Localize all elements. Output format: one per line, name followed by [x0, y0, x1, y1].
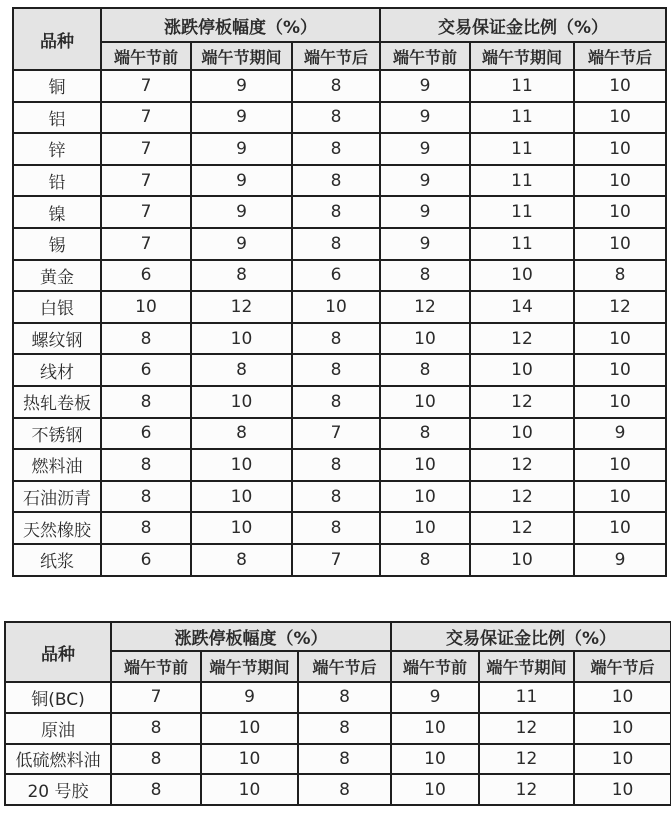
value-cell: 7 — [111, 682, 201, 713]
value-cell: 6 — [101, 544, 191, 576]
value-cell: 11 — [470, 102, 574, 134]
value-cell: 8 — [292, 196, 380, 228]
table-row — [13, 481, 666, 513]
variety-column-header: 品种 — [13, 8, 101, 70]
futures-limits-table-1 — [12, 7, 667, 577]
value-cell: 8 — [292, 354, 380, 386]
table-row — [13, 133, 666, 165]
value-cell: 10 — [380, 481, 470, 513]
value-cell: 12 — [479, 713, 574, 744]
value-cell: 8 — [101, 386, 191, 418]
value-cell: 9 — [380, 196, 470, 228]
value-cell: 8 — [292, 386, 380, 418]
value-cell: 8 — [101, 512, 191, 544]
value-cell: 8 — [101, 323, 191, 355]
variety-cell: 黄金 — [13, 260, 101, 292]
variety-cell: 不锈钢 — [13, 418, 101, 450]
value-cell: 9 — [191, 70, 292, 102]
table-row — [13, 323, 666, 355]
table-row — [13, 70, 666, 102]
value-cell: 9 — [574, 544, 666, 576]
value-cell: 12 — [191, 291, 292, 323]
value-cell: 10 — [191, 449, 292, 481]
value-cell: 12 — [380, 291, 470, 323]
value-cell: 10 — [470, 354, 574, 386]
table-row — [5, 774, 671, 805]
value-cell: 10 — [380, 512, 470, 544]
value-cell: 12 — [470, 386, 574, 418]
value-cell: 8 — [298, 682, 391, 713]
period-subheader: 端午节后 — [292, 42, 380, 70]
value-cell: 10 — [292, 291, 380, 323]
value-cell: 10 — [191, 323, 292, 355]
variety-cell: 石油沥青 — [13, 481, 101, 513]
value-cell: 10 — [574, 323, 666, 355]
value-cell: 10 — [191, 481, 292, 513]
value-cell: 9 — [191, 165, 292, 197]
period-subheader: 端午节前 — [391, 651, 479, 682]
period-subheader: 端午节期间 — [470, 42, 574, 70]
value-cell: 10 — [574, 354, 666, 386]
table-row — [5, 713, 671, 744]
value-cell: 10 — [574, 133, 666, 165]
value-cell: 7 — [101, 102, 191, 134]
value-cell: 10 — [191, 512, 292, 544]
value-cell: 7 — [101, 196, 191, 228]
value-cell: 12 — [470, 323, 574, 355]
value-cell: 8 — [292, 228, 380, 260]
variety-cell: 铝 — [13, 102, 101, 134]
variety-cell: 纸浆 — [13, 544, 101, 576]
value-cell: 9 — [380, 70, 470, 102]
value-cell: 9 — [191, 133, 292, 165]
value-cell: 8 — [191, 418, 292, 450]
value-cell: 8 — [191, 354, 292, 386]
value-cell: 11 — [479, 682, 574, 713]
value-cell: 8 — [191, 260, 292, 292]
period-subheader: 端午节后 — [574, 651, 671, 682]
value-cell: 10 — [391, 774, 479, 805]
value-cell: 10 — [201, 713, 298, 744]
table-row — [13, 449, 666, 481]
table-row — [13, 102, 666, 134]
value-cell: 9 — [191, 228, 292, 260]
value-cell: 9 — [380, 228, 470, 260]
value-cell: 11 — [470, 70, 574, 102]
value-cell: 10 — [380, 449, 470, 481]
value-cell: 8 — [380, 354, 470, 386]
value-cell: 10 — [574, 449, 666, 481]
value-cell: 10 — [380, 323, 470, 355]
value-cell: 6 — [101, 354, 191, 386]
table-row — [5, 682, 671, 713]
value-cell: 10 — [201, 774, 298, 805]
table-row — [5, 744, 671, 775]
value-cell: 7 — [292, 418, 380, 450]
value-cell: 11 — [470, 133, 574, 165]
value-cell: 10 — [191, 386, 292, 418]
value-cell: 8 — [298, 774, 391, 805]
table-row — [13, 386, 666, 418]
variety-cell: 燃料油 — [13, 449, 101, 481]
value-cell: 8 — [292, 102, 380, 134]
variety-cell: 铜(BC) — [5, 682, 111, 713]
value-cell: 10 — [201, 744, 298, 775]
variety-cell: 白银 — [13, 291, 101, 323]
variety-cell: 铜 — [13, 70, 101, 102]
value-cell: 12 — [470, 512, 574, 544]
variety-cell: 铅 — [13, 165, 101, 197]
value-cell: 10 — [574, 713, 671, 744]
value-cell: 9 — [380, 165, 470, 197]
value-cell: 6 — [101, 418, 191, 450]
table-row — [13, 512, 666, 544]
value-cell: 14 — [470, 291, 574, 323]
value-cell: 12 — [470, 481, 574, 513]
value-cell: 10 — [574, 165, 666, 197]
value-cell: 8 — [292, 323, 380, 355]
table-row — [13, 544, 666, 576]
value-cell: 6 — [292, 260, 380, 292]
value-cell: 11 — [470, 196, 574, 228]
variety-cell: 热轧卷板 — [13, 386, 101, 418]
value-cell: 9 — [380, 133, 470, 165]
period-subheader: 端午节后 — [298, 651, 391, 682]
period-subheader: 端午节期间 — [191, 42, 292, 70]
value-cell: 7 — [101, 165, 191, 197]
table-row — [13, 418, 666, 450]
value-cell: 8 — [292, 512, 380, 544]
value-cell: 10 — [470, 544, 574, 576]
value-cell: 8 — [298, 744, 391, 775]
value-cell: 10 — [574, 682, 671, 713]
value-cell: 10 — [574, 70, 666, 102]
value-cell: 8 — [292, 133, 380, 165]
period-subheader: 端午节前 — [101, 42, 191, 70]
value-cell: 7 — [101, 133, 191, 165]
table-row — [13, 228, 666, 260]
variety-cell: 20 号胶 — [5, 774, 111, 805]
value-cell: 10 — [574, 386, 666, 418]
value-cell: 9 — [201, 682, 298, 713]
period-subheader: 端午节前 — [111, 651, 201, 682]
value-cell: 12 — [479, 744, 574, 775]
variety-cell: 线材 — [13, 354, 101, 386]
period-subheader: 端午节期间 — [479, 651, 574, 682]
value-cell: 12 — [574, 291, 666, 323]
margin-ratio-group-header: 交易保证金比例（%） — [380, 8, 666, 42]
period-subheader: 端午节期间 — [201, 651, 298, 682]
value-cell: 7 — [292, 544, 380, 576]
value-cell: 9 — [380, 102, 470, 134]
value-cell: 8 — [292, 449, 380, 481]
value-cell: 8 — [292, 481, 380, 513]
variety-cell: 锌 — [13, 133, 101, 165]
value-cell: 10 — [470, 260, 574, 292]
table-row — [13, 196, 666, 228]
value-cell: 9 — [574, 418, 666, 450]
value-cell: 7 — [101, 228, 191, 260]
table-row — [13, 165, 666, 197]
value-cell: 6 — [101, 260, 191, 292]
value-cell: 11 — [470, 228, 574, 260]
value-cell: 10 — [574, 102, 666, 134]
value-cell: 10 — [470, 418, 574, 450]
value-cell: 8 — [101, 481, 191, 513]
value-cell: 9 — [191, 196, 292, 228]
table-row — [13, 354, 666, 386]
value-cell: 7 — [101, 70, 191, 102]
variety-cell: 原油 — [5, 713, 111, 744]
value-cell: 10 — [574, 512, 666, 544]
variety-cell: 锡 — [13, 228, 101, 260]
value-cell: 8 — [292, 165, 380, 197]
futures-limits-table-2 — [4, 621, 671, 806]
value-cell: 10 — [574, 774, 671, 805]
value-cell: 8 — [111, 774, 201, 805]
value-cell: 10 — [380, 386, 470, 418]
value-cell: 10 — [574, 744, 671, 775]
value-cell: 10 — [574, 196, 666, 228]
price-limit-group-header: 涨跌停板幅度（%） — [111, 622, 391, 651]
variety-column-header: 品种 — [5, 622, 111, 682]
value-cell: 10 — [391, 744, 479, 775]
value-cell: 9 — [191, 102, 292, 134]
value-cell: 9 — [391, 682, 479, 713]
value-cell: 8 — [574, 260, 666, 292]
value-cell: 8 — [380, 544, 470, 576]
variety-cell: 低硫燃料油 — [5, 744, 111, 775]
value-cell: 8 — [101, 449, 191, 481]
value-cell: 10 — [574, 228, 666, 260]
value-cell: 10 — [574, 481, 666, 513]
margin-ratio-group-header: 交易保证金比例（%） — [391, 622, 671, 651]
period-subheader: 端午节后 — [574, 42, 666, 70]
value-cell: 12 — [479, 774, 574, 805]
period-subheader: 端午节前 — [380, 42, 470, 70]
value-cell: 8 — [111, 744, 201, 775]
value-cell: 10 — [391, 713, 479, 744]
value-cell: 8 — [298, 713, 391, 744]
value-cell: 11 — [470, 165, 574, 197]
price-limit-group-header: 涨跌停板幅度（%） — [101, 8, 380, 42]
variety-cell: 螺纹钢 — [13, 323, 101, 355]
value-cell: 10 — [101, 291, 191, 323]
value-cell: 8 — [111, 713, 201, 744]
table-row — [13, 260, 666, 292]
value-cell: 8 — [380, 418, 470, 450]
value-cell: 8 — [292, 70, 380, 102]
value-cell: 8 — [191, 544, 292, 576]
value-cell: 12 — [470, 449, 574, 481]
value-cell: 8 — [380, 260, 470, 292]
table-row — [13, 291, 666, 323]
variety-cell: 天然橡胶 — [13, 512, 101, 544]
variety-cell: 镍 — [13, 196, 101, 228]
